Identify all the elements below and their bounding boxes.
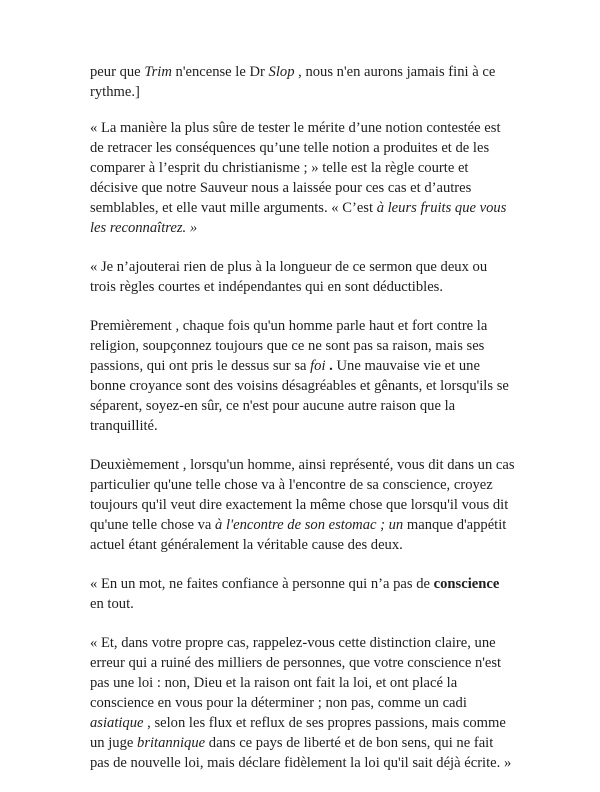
paragraph-1 <box>90 62 516 102</box>
text-run: manque d'appétit actuel étant généralement la véritable cause des deux. <box>90 517 507 553</box>
italic-name-slop: Slop <box>268 64 295 80</box>
text-run: peur que <box>90 64 145 80</box>
text-run: « Et, dans votre propre cas, rappelez-vous cette distinction claire, une erreur qui a ruiné des milliers de personnes, que votre conscience n'est pas une loi : non, Dieu et la raison ont fait la loi, et ont placé la conscience en vous pour la déterminer ; non pas, comme un cadi <box>90 635 502 711</box>
italic-word-britannique: britannique <box>137 735 206 751</box>
text-run: « Je n’ajouterai rien de plus à la longueur de ce sermon que deux ou trois règles courtes et indépendantes qui en sont déductibles. <box>90 259 488 295</box>
text-run: Une mauvaise vie et une bonne croyance sont des voisins désagréables et gênants, et lorsqu'ils se séparent, soyez-en sûr, ce n'est pour aucune autre raison que la tranquillité. <box>90 358 509 434</box>
text-run: Premièrement , chaque fois qu'un homme parle haut et fort contre la religion, soupçonnez toujours que ce ne sont pas sa raison, mais ses passions, qui ont pris le dessus sur sa <box>90 318 488 374</box>
text-run: n'encense le Dr <box>171 64 269 80</box>
text-run: dans ce pays de liberté et de bon sens, qui ne fait pas de nouvelle loi, mais déclare fidèlement la loi qu'il sait déjà écrite. » <box>90 735 512 771</box>
paragraph-5 <box>90 455 516 555</box>
paragraph-3 <box>90 257 516 297</box>
bold-word-conscience: conscience <box>433 576 500 592</box>
text-run: , selon les flux et reflux de ses propres passions, mais comme un juge <box>90 715 506 751</box>
paragraph-4 <box>90 316 516 436</box>
paragraph-2 <box>90 118 516 238</box>
text-run: en tout. <box>90 596 134 612</box>
italic-name-trim: Trim <box>144 64 172 80</box>
text-run: « En un mot, ne faites confiance à personne qui n’a pas de <box>90 576 434 592</box>
italic-word-asiatique: asiatique <box>90 715 144 731</box>
text-run: , nous n'en aurons jamais fini à ce rythme.] <box>90 64 496 100</box>
text-run: « La manière la plus sûre de tester le mérite d’une notion contestée est de retracer les conséquences qu’une telle notion a produites et de les comparer à l’esprit du christianisme ; » telle est la règle courte et décisive que notre Sauveur nous a laissée pour ces cas et d’autres semblables, et elle vaut mille arguments. « C’est <box>90 120 501 216</box>
document-body <box>90 62 516 792</box>
text-run: Deuxièmement , lorsqu'un homme, ainsi représenté, vous dit dans un cas particulier qu'une telle chose va à l'encontre de sa conscience, croyez toujours qu'il veut dire exactement la même chose que lorsqu'il vous dit qu'une telle chose va <box>90 457 515 533</box>
italic-phrase-estomac: à l'encontre de son estomac ; un <box>215 517 404 533</box>
italic-word-foi: foi <box>310 358 326 374</box>
italic-quote: à leurs fruits que vous les reconnaîtrez. » <box>90 200 507 236</box>
paragraph-7 <box>90 633 516 773</box>
bold-period: . <box>325 358 337 374</box>
paragraph-6 <box>90 574 516 614</box>
